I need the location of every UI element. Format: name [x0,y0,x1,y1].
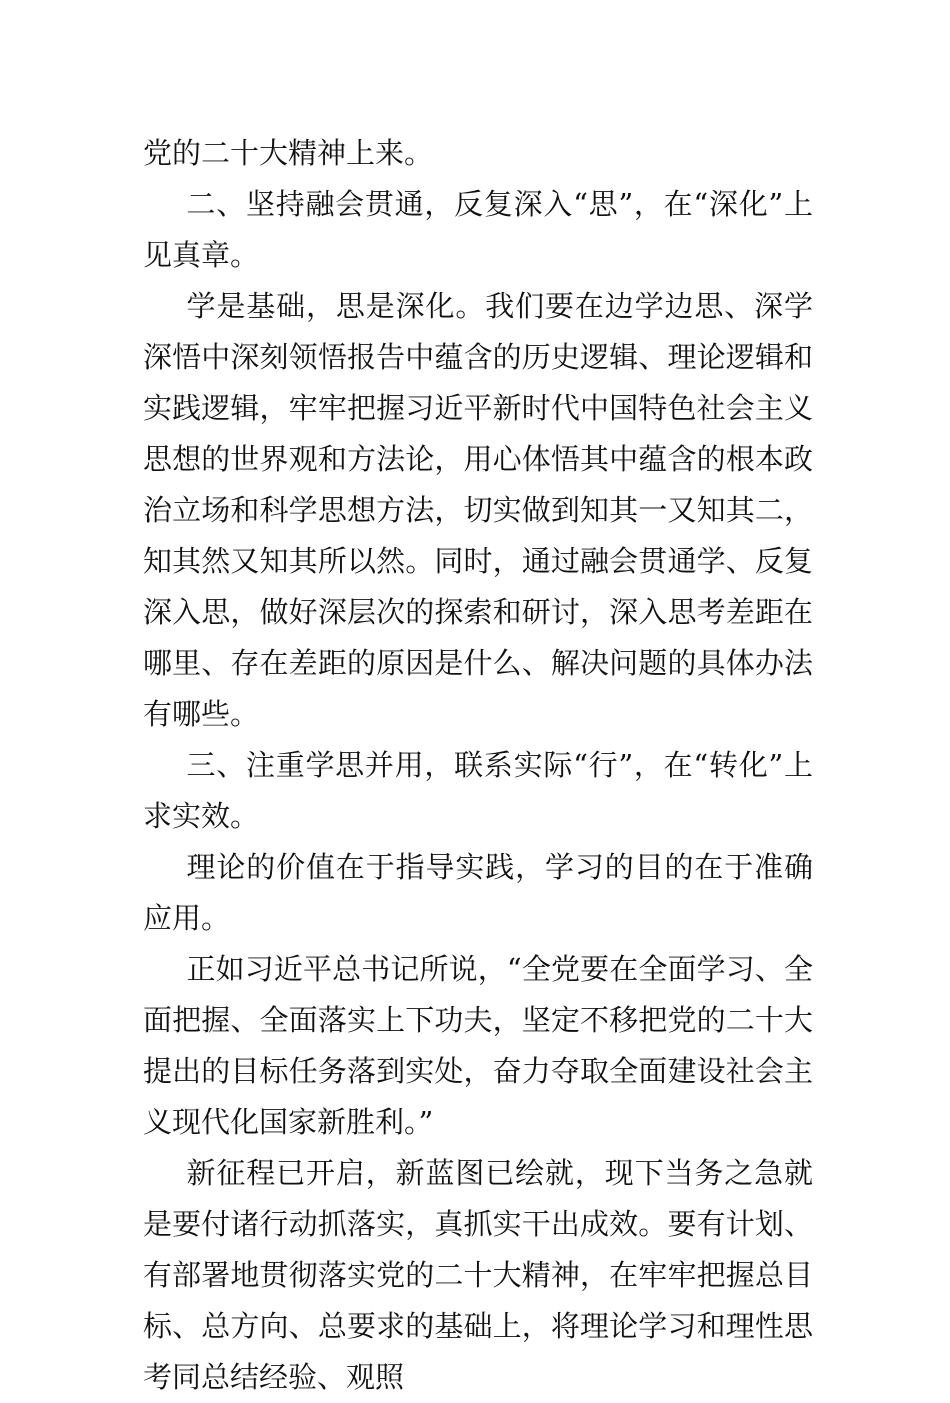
paragraph-theory-value: 理论的价值在于指导实践，学习的目的在于准确应用。 [143,850,813,935]
paragraph-quote: 正如习近平总书记所说，“全党要在全面学习、全面把握、全面落实上下功夫，坚定不移把党的二十大提出的目标任务落到实处，奋力夺取全面建设社会主义现代化国家新胜利。” [143,952,813,1139]
paragraph-new-journey: 新征程已开启，新蓝图已绘就，现下当务之急就是要付诸行动抓落实，真抓实干出成效。要有计划、有部署地贯彻落实党的二十大精神，在牢牢把握总目标、总方向、总要求的基础上，将理论学习和理性思考同总结经验、观照 [143,1156,813,1394]
section-heading-2: 二、坚持融会贯通，反复深入“思”，在“深化”上见真章。 [143,187,813,272]
paragraph-study-and-think: 学是基础，思是深化。我们要在边学边思、深学深悟中深刻领悟报告中蕴含的历史逻辑、理论逻辑和实践逻辑，牢牢把握习近平新时代中国特色社会主义思想的世界观和方法论，用心体悟其中蕴含的根本政治立场和科学思想方法，切实做到知其一又知其二，知其然又知其所以然。同时，通过融会贯通学、反复深入思，做好深层次的探索和研讨，深入思考差距在哪里、存在差距的原因是什么、解决问题的具体办法有哪些。 [143,289,813,731]
paragraph-continued: 党的二十大精神上来。 [143,136,434,170]
section-heading-3: 三、注重学思并用，联系实际“行”，在“转化”上求实效。 [143,748,813,833]
document-body [143,128,813,1403]
